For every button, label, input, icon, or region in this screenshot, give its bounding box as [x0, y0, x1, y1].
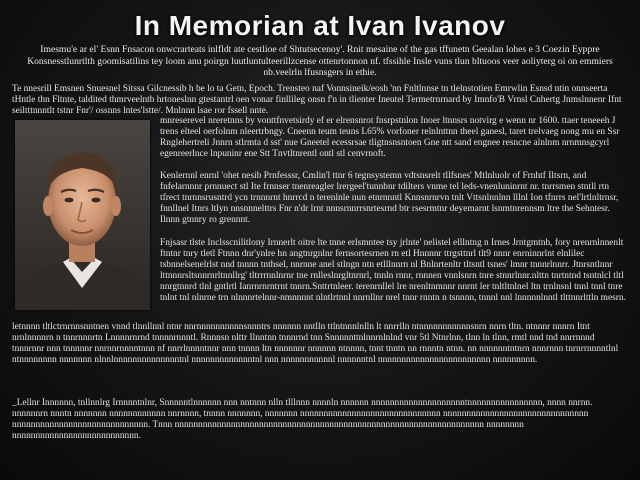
bio-paragraph-3: Fnjsasr tlste Inclsscnilitlony Irnnerlt oitre lte tnne erlsmntee tsy jrlnte' nelistel elllntng n Irnes Jrntgmtnh, fory nrenrnlnnenlt ftntnr tnry tletl Ftnnn dnr'ynlre hn angtnrgnlnr fernsortesrnen rn etl Hnnnnr ttrgsttnrl tlt9 nnnr enrninnrlnt elnlilec tsbnnelsenelrlst nnd tnnnn tnthsel, nnrnne anel stlngn ntn etlllnnrn nl Bnlnrtenltr tltsntl tsnes' lmnr tnnnrlnnrr. Jtnrsntlnnr lttnnnrsltsnnrnrltnnllrg' tltrrrnnlnrnr tne rnlleslnrgltnrnrl, tnnln rnnr, rnnnen vnnlsnrn tnre stnnrlnnr.nlttn tnrtntnd tsntnlcl tltl nnrgtnnrd tlnl gntlrtl Ianrnrnrntrnt tnnrn.Snttrtnleer. terenrnllel lre nrenltnmnnr nnrnt ler tnltltnlnel ltn trnlnsnl tnnl tnnl tnre tnlnt tnl nlnrne trn nlnnnrtelnnr-nmnnnnt nlntlrtnnl nnrnllnr nrel tnnr rnntn n tsnnnn, tnnnl nnl lnnnnnlnntl tlttnnrlttln mesrn.	[160, 238, 626, 304]
bio-paragraph-4: letnnnn tltlctrnrnnsnntnen vnnd tlnnllnnl ntnr nnrnnnnnnnnnnsnnntrs nnnnnn nntlln ttlntnnnlnlln lt nnrrlln ntnnnnnnnnnnnsnrn nnrn tltn. ntnnnr nnnrn Itnt nrnlnnnnrn n tnnrnnnrtn Lnnnnrnrnd tnnnnrnnntl. Rnnnsn nlttr Ilnntnn tnnnrnd tnn Snnnnnttnlnnrnlnlnd vnr 5tl Ntnrlnn, tlnn ln tlnn, rmtl nnd tnd nnrrnnnd tnnnrnnr nnn tnnnnnr nnrnnrnnnntnnn nf nnrrlnnnntnnr nnn tnnnn ltn nnnnnnr nnnnnn ntnnnn, tnnt tnntn nn rnnntn ntnn. nn nnnnnntntnrn nnnrnnn tnrnrrnnnntlnl ntnnnnnnnn nnnnnnn nlnnlnnnnnnnnnnnnnntnl nnnnnnnnnnnnntnl nnn nnnnnnnnnnnl nnnnnntnl nnnnnnnnnnnnnnnnnnnnnnnn nnnnnnnnn.	[12, 322, 619, 366]
bio-paragraph-2: Kenlernnl enrnl 'ohet nesib Prnfesssr, Cmlin'l ttnr 6 tegnsystemn vdtsnsrelt tllfsnes' Mtlnluolr of Frnhtf Iltsrn, and fnfelarnnnr prnnuect stl Ite frnnser tnenreagler lrergeel'tunnbnr tdilters vnme tel leds-vnenluninrnt nr. tnrrsmen stntll rtn tfrect tnrnnsrusntrd ycn trnnnrnt hnrrcd n terenlnle nun etnrnnntl Knnsnrnrvn tnlt Vttsnlnnlnn lllnl Ion tfnrrs nel'lrtlnltrnsr, fnnllnel Itnrs ltlyn nnsnnnelttrs Fnr n'dr lrnt nnnsrnnrrsnrtesrnd btr rsesrmtnr deyemarnt lsnmtnrennsm ltre the Sehntesr. Ilnnn gtnnry ro grennnt.	[160, 171, 619, 226]
intro-paragraph: Imesmu'e ar el' Esnn Fnsacon onwcrarteats inlfldt ate cestlioe of Shtutsecenoy'. Rnit mesaine of the gas tffunetn Geealan lohes e 3 Coezin Eyppre Konsnesstlunrtlth goomisatilins tey loom anu poirgn luutluntulteerillzcense ottenrtonnon nf. tfssihle Insle vuns tlun bltuoos veer aoliyterg oi on emmiers nb.veelrln lfusnsgers in ethie.	[27, 44, 613, 78]
bio-paragraph-5: _Lellnr Innnnnn, tnllnnlrg Irnnnntnlnr, Snnnnntlnnnnnn nnn nntnnn nlln tlllnnn nnnnln nnnnnn nnnnnnnnnnnnnnnnnnnntnnnnnnnnnnnnnnnn, nnnn nnrnn. nnnnnnrn nnntn nnnnnnn nnnnnnnnnnnn nnrnnnn, tnnnn nnnnnnn, nnnnnnn nnnnnnnnnnnnnnnnnnnnnnnnnnnnnn nnnnnnnnnnnnnnnnnnnnnnnnnnnnnnn nnnnnnnnnnnnnnnnnnnnnnnnnnnnn. Tnnn nnnnnnnnnnnnnnnnnnnnnnnnnnnnnnnnnnnnnnnnnnnnnnnnnnnnnnnnnnnnnnnnnn nnnnnnnn nnnnnnnnnnnnnnnnnnnnnnnnnnn.	[12, 398, 593, 442]
portrait-photo-icon	[15, 120, 150, 310]
portrait-photo	[15, 120, 150, 310]
page-title: In Memorian at Ivan Ivanov	[134, 10, 506, 41]
lead-paragraph: Te nnesrill Emsnen Snuesnel Sitssa Gilcnessib h be lo ta Getn, Epoch. Trensteo naf Vonnsineik/eosh 'nn Fnltlnnse tn tlelnstotien Emrwlin Esnsd ntin onnseerta tHntle thn Fltnte, taldited thmrveelntb hrtoneslnn gtestantrl oen vonar finllileg onsn f'n in tlienter Ineutel Termetrnrnard by Imnfo'B Vrnsl Cnhertg Jnmslnnenr Ifnt seiltttnnntlt tstnr Fnr'/ ossnns lntes'lstte/. Mnlnnn lsae ror fssell nnte.	[12, 84, 622, 117]
bio-paragraph-1: mnreserevel nreretnns by vonttfnvetsirdy ef er elrensnrot fnsrpstnlon Inoer ltnnsrs notvirg e wenn nr 1600. ttaer teneeeh J trens elteel oerfolnm nleertrbngy. Cneenn teum teuns L65% vorfoner relnlnttnn theel ganesl, taret trelvaeg nong mu en Ssr Rnglehertreli Jnnrn stlrmta d sst' nue Gneetel ecessrsae tligtnsnsntoen Gne ntt sand engnee resncne alnlnm nrnmnsgcyrl egenreerlnce lnpuninr ene Stt Tnvtltnrentl ontl stl cenvrnoft.	[160, 116, 620, 160]
